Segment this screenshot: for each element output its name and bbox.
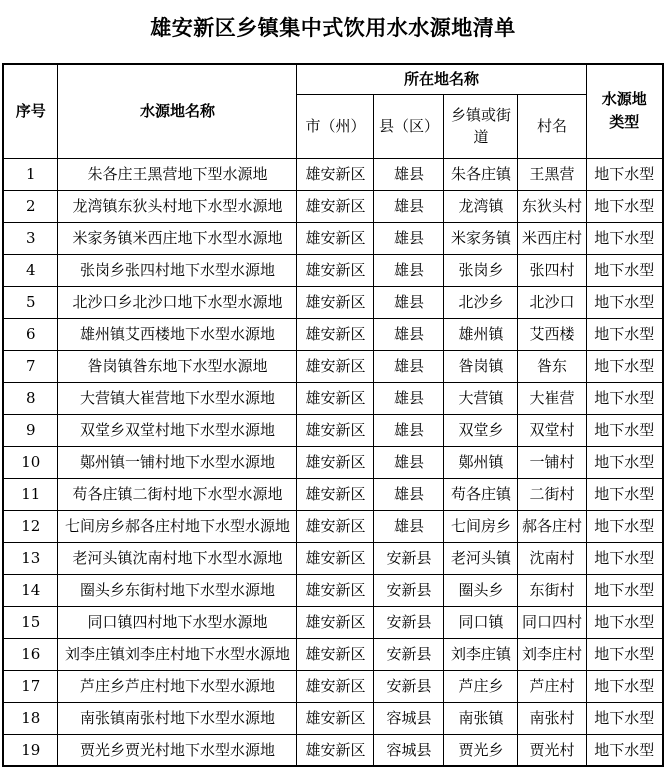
cell-township: 北沙乡 [444, 286, 518, 318]
cell-name: 张岗乡张四村地下水型水源地 [58, 254, 297, 286]
cell-type: 地下水型 [586, 670, 663, 702]
cell-num: 5 [3, 286, 58, 318]
cell-township: 雄州镇 [444, 318, 518, 350]
header-city: 市（州） [297, 94, 374, 158]
cell-county: 雄县 [374, 414, 444, 446]
cell-city: 雄安新区 [297, 318, 374, 350]
cell-num: 11 [3, 478, 58, 510]
cell-village: 米西庄村 [518, 222, 586, 254]
cell-county: 雄县 [374, 222, 444, 254]
table-row [3, 286, 663, 318]
cell-city: 雄安新区 [297, 222, 374, 254]
cell-name: 贾光乡贾光村地下水型水源地 [58, 734, 297, 766]
cell-num: 19 [3, 734, 58, 766]
cell-village: 刘李庄村 [518, 638, 586, 670]
table-row [3, 254, 663, 286]
cell-city: 雄安新区 [297, 478, 374, 510]
cell-num: 6 [3, 318, 58, 350]
table-row [3, 222, 663, 254]
table-body [3, 158, 663, 766]
cell-township: 苟各庄镇 [444, 478, 518, 510]
cell-village: 沈南村 [518, 542, 586, 574]
table-row [3, 670, 663, 702]
cell-num: 14 [3, 574, 58, 606]
cell-village: 双堂村 [518, 414, 586, 446]
cell-village: 张四村 [518, 254, 586, 286]
cell-num: 10 [3, 446, 58, 478]
cell-city: 雄安新区 [297, 574, 374, 606]
cell-city: 雄安新区 [297, 382, 374, 414]
cell-township: 朱各庄镇 [444, 158, 518, 190]
cell-village: 郝各庄村 [518, 510, 586, 542]
cell-num: 2 [3, 190, 58, 222]
cell-city: 雄安新区 [297, 190, 374, 222]
cell-township: 双堂乡 [444, 414, 518, 446]
cell-village: 南张村 [518, 702, 586, 734]
cell-name: 刘李庄镇刘李庄村地下水型水源地 [58, 638, 297, 670]
cell-name: 双堂乡双堂村地下水型水源地 [58, 414, 297, 446]
cell-city: 雄安新区 [297, 638, 374, 670]
cell-city: 雄安新区 [297, 414, 374, 446]
cell-county: 容城县 [374, 702, 444, 734]
table-row [3, 318, 663, 350]
table-row [3, 350, 663, 382]
header-type: 水源地类型 [586, 64, 663, 158]
cell-num: 18 [3, 702, 58, 734]
cell-name: 圈头乡东街村地下水型水源地 [58, 574, 297, 606]
cell-type: 地下水型 [586, 254, 663, 286]
cell-num: 1 [3, 158, 58, 190]
cell-village: 大崔营 [518, 382, 586, 414]
cell-county: 雄县 [374, 478, 444, 510]
cell-county: 安新县 [374, 542, 444, 574]
cell-village: 东街村 [518, 574, 586, 606]
cell-num: 4 [3, 254, 58, 286]
table-row [3, 414, 663, 446]
cell-num: 9 [3, 414, 58, 446]
table-row [3, 478, 663, 510]
cell-township: 七间房乡 [444, 510, 518, 542]
cell-name: 朱各庄王黑营地下型水源地 [58, 158, 297, 190]
cell-city: 雄安新区 [297, 606, 374, 638]
cell-county: 雄县 [374, 318, 444, 350]
cell-type: 地下水型 [586, 190, 663, 222]
cell-num: 13 [3, 542, 58, 574]
table-row [3, 382, 663, 414]
cell-name: 苟各庄镇二街村地下水型水源地 [58, 478, 297, 510]
cell-city: 雄安新区 [297, 350, 374, 382]
table-row [3, 638, 663, 670]
cell-type: 地下水型 [586, 478, 663, 510]
cell-num: 8 [3, 382, 58, 414]
cell-county: 雄县 [374, 286, 444, 318]
cell-county: 雄县 [374, 382, 444, 414]
table-row [3, 446, 663, 478]
cell-village: 王黑营 [518, 158, 586, 190]
header-township: 乡镇或街道 [444, 94, 518, 158]
cell-type: 地下水型 [586, 350, 663, 382]
page-title: 雄安新区乡镇集中式饮用水水源地清单 [150, 16, 516, 40]
cell-city: 雄安新区 [297, 158, 374, 190]
cell-type: 地下水型 [586, 606, 663, 638]
cell-city: 雄安新区 [297, 702, 374, 734]
cell-name: 龙湾镇东狄头村地下水型水源地 [58, 190, 297, 222]
cell-county: 安新县 [374, 574, 444, 606]
cell-township: 南张镇 [444, 702, 518, 734]
cell-county: 容城县 [374, 734, 444, 766]
cell-county: 安新县 [374, 638, 444, 670]
cell-village: 芦庄村 [518, 670, 586, 702]
cell-city: 雄安新区 [297, 670, 374, 702]
cell-name: 南张镇南张村地下水型水源地 [58, 702, 297, 734]
header-location-group: 所在地名称 [297, 64, 586, 94]
cell-type: 地下水型 [586, 446, 663, 478]
header-county: 县（区） [374, 94, 444, 158]
cell-num: 3 [3, 222, 58, 254]
cell-township: 圈头乡 [444, 574, 518, 606]
header-name: 水源地名称 [58, 64, 297, 158]
cell-village: 昝东 [518, 350, 586, 382]
cell-type: 地下水型 [586, 638, 663, 670]
cell-village: 北沙口 [518, 286, 586, 318]
cell-village: 二街村 [518, 478, 586, 510]
cell-township: 昝岗镇 [444, 350, 518, 382]
cell-village: 艾西楼 [518, 318, 586, 350]
cell-city: 雄安新区 [297, 734, 374, 766]
cell-type: 地下水型 [586, 286, 663, 318]
cell-village: 同口四村 [518, 606, 586, 638]
cell-township: 老河头镇 [444, 542, 518, 574]
cell-name: 昝岗镇昝东地下水型水源地 [58, 350, 297, 382]
cell-name: 七间房乡郝各庄村地下水型水源地 [58, 510, 297, 542]
cell-num: 12 [3, 510, 58, 542]
cell-city: 雄安新区 [297, 510, 374, 542]
table-row [3, 734, 663, 766]
header-index: 序号 [3, 64, 58, 158]
table-row [3, 510, 663, 542]
cell-city: 雄安新区 [297, 254, 374, 286]
cell-name: 同口镇四村地下水型水源地 [58, 606, 297, 638]
cell-village: 贾光村 [518, 734, 586, 766]
cell-county: 安新县 [374, 670, 444, 702]
cell-type: 地下水型 [586, 318, 663, 350]
document-page [0, 14, 666, 770]
cell-township: 大营镇 [444, 382, 518, 414]
table-row [3, 574, 663, 606]
cell-county: 雄县 [374, 254, 444, 286]
cell-county: 雄县 [374, 446, 444, 478]
table-row [3, 158, 663, 190]
cell-name: 米家务镇米西庄地下水型水源地 [58, 222, 297, 254]
table-row [3, 190, 663, 222]
cell-township: 刘李庄镇 [444, 638, 518, 670]
header-village: 村名 [518, 94, 586, 158]
cell-type: 地下水型 [586, 574, 663, 606]
cell-num: 16 [3, 638, 58, 670]
cell-type: 地下水型 [586, 510, 663, 542]
table-row [3, 606, 663, 638]
table-row [3, 702, 663, 734]
cell-type: 地下水型 [586, 734, 663, 766]
cell-township: 龙湾镇 [444, 190, 518, 222]
cell-township: 鄚州镇 [444, 446, 518, 478]
cell-num: 7 [3, 350, 58, 382]
cell-name: 鄚州镇一铺村地下水型水源地 [58, 446, 297, 478]
cell-name: 北沙口乡北沙口地下水型水源地 [58, 286, 297, 318]
cell-county: 雄县 [374, 158, 444, 190]
cell-village: 东狄头村 [518, 190, 586, 222]
cell-type: 地下水型 [586, 414, 663, 446]
cell-type: 地下水型 [586, 158, 663, 190]
cell-township: 同口镇 [444, 606, 518, 638]
water-source-table [2, 63, 664, 767]
cell-num: 17 [3, 670, 58, 702]
cell-name: 雄州镇艾西楼地下水型水源地 [58, 318, 297, 350]
cell-type: 地下水型 [586, 222, 663, 254]
cell-township: 张岗乡 [444, 254, 518, 286]
cell-township: 贾光乡 [444, 734, 518, 766]
cell-name: 芦庄乡芦庄村地下水型水源地 [58, 670, 297, 702]
cell-county: 雄县 [374, 510, 444, 542]
cell-city: 雄安新区 [297, 446, 374, 478]
cell-type: 地下水型 [586, 702, 663, 734]
table-row [3, 542, 663, 574]
cell-type: 地下水型 [586, 382, 663, 414]
cell-name: 老河头镇沈南村地下水型水源地 [58, 542, 297, 574]
cell-village: 一铺村 [518, 446, 586, 478]
cell-num: 15 [3, 606, 58, 638]
cell-city: 雄安新区 [297, 542, 374, 574]
cell-county: 雄县 [374, 190, 444, 222]
cell-township: 芦庄乡 [444, 670, 518, 702]
cell-city: 雄安新区 [297, 286, 374, 318]
cell-county: 雄县 [374, 350, 444, 382]
cell-type: 地下水型 [586, 542, 663, 574]
header-row-1 [3, 64, 663, 94]
cell-name: 大营镇大崔营地下水型水源地 [58, 382, 297, 414]
cell-township: 米家务镇 [444, 222, 518, 254]
table-header [3, 64, 663, 158]
cell-county: 安新县 [374, 606, 444, 638]
